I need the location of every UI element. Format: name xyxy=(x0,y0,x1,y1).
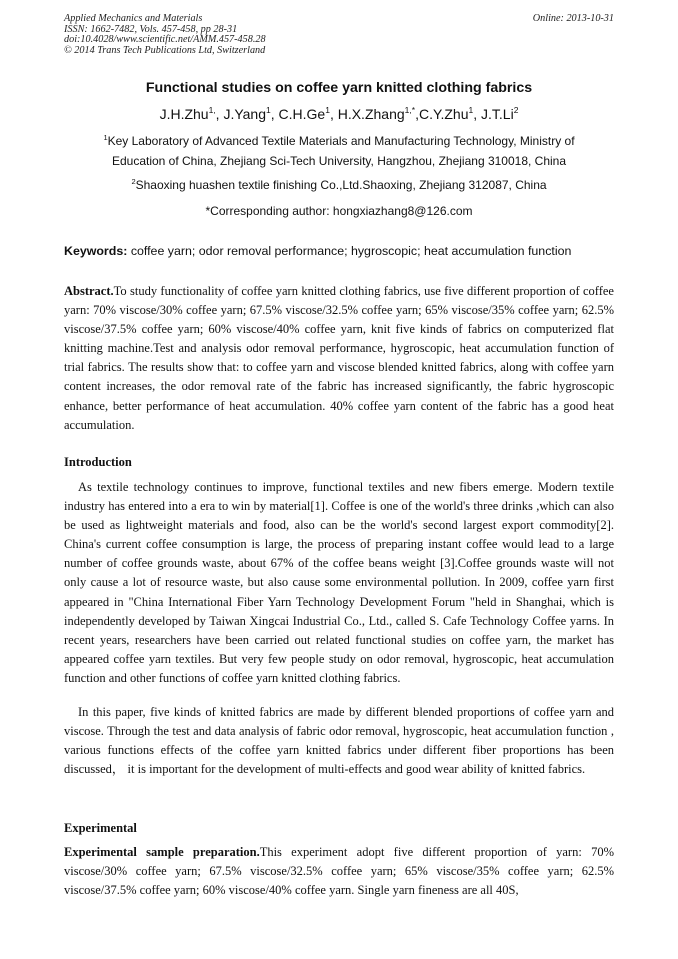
author-name: J.H.Zhu xyxy=(159,106,209,122)
corresponding-author: *Corresponding author: hongxiazhang8@126.com xyxy=(205,204,473,218)
affiliation-line: Education of China, Zhejiang Sci-Tech University, Hangzhou, Zhejiang 310018, China xyxy=(111,154,567,168)
journal-name: Applied Mechanics and Materials xyxy=(64,13,203,24)
affiliation-mark: 1 xyxy=(103,133,108,142)
keywords xyxy=(64,242,614,260)
author-affil-mark: 1 xyxy=(266,105,271,115)
journal-header xyxy=(64,14,266,56)
author-name: H.X.Zhang xyxy=(337,106,405,122)
author-affil-mark: 1, xyxy=(208,105,216,115)
abstract-text: To study functionality of coffee yarn knitted clothing fabrics, use five different proportion of coffee yarn: 70% viscose/30% coffee yarn; 67.5% viscose/32.5% coffee yarn; 65% viscose/35% coffee yarn; 62.5% viscose/37.5% coffee yarn; 60% viscose/40% coffee yarn, knit five kinds of fabrics on computerized flat knitting machine.Test and analysis odor removal performance, hygroscopic, heat accumulation function of trial fabrics. The results show that: to coffee yarn and viscose blended knitted fabrics, along with coffee yarn content increases, the odor removal rate of the fabric has increased significantly, the fabric hygroscopic enhance, better performance of heat accumulation. 40% coffee yarn content of the fabric has a good heat accumulation. xyxy=(64,284,614,432)
author-name: C.H.Ge xyxy=(278,106,326,122)
journal-copyright: © 2014 Trans Tech Publications Ltd, Switzerland xyxy=(64,44,266,56)
author-name: J.T.Li xyxy=(481,106,514,122)
paper-title: Functional studies on coffee yarn knitted clothing fabrics xyxy=(145,80,533,96)
journal-doi: doi:10.4028/www.scientific.net/AMM.457-458.28 xyxy=(64,34,266,46)
author-list: J.H.Zhu$^{1,}$, J.Yang$^1$, C.H.Ge$^1$, H.X.Zhang$^{1,*}$,C.Y.Zhu$^1$, J.T.Li$^2$ xyxy=(159,105,519,122)
online-date: Online: 2013-10-31 xyxy=(532,13,614,24)
experimental-heading: Experimental xyxy=(64,821,137,835)
journal-issn: ISSN: 1662-7482, Vols. 457-458, pp 28-31 xyxy=(64,23,238,35)
affiliation-line: Shaoxing huashen textile finishing Co.,Ltd.Shaoxing, Zhejiang 312087, China xyxy=(135,178,547,192)
experimental-text: This experiment adopt five different proportion of yarn: 70% viscose/30% coffee yarn; 67.5% viscose/32.5% coffee yarn; 65% viscose/35% coffee yarn; 62.5% viscose/37.5% coffee yarn; 60% viscose/40% coffee yarn. Single yarn fineness are all 40S, xyxy=(64,845,614,898)
affiliation-1 xyxy=(0,131,678,171)
affiliation-mark: 2 xyxy=(131,177,136,186)
keywords-label: Keywords: xyxy=(64,244,128,258)
experimental-subheading: Experimental sample preparation. xyxy=(64,845,260,859)
affiliation-2 xyxy=(0,175,678,195)
abstract-label: Abstract. xyxy=(64,284,114,298)
author-affil-mark: 1 xyxy=(468,105,474,115)
introduction-paragraph-1: As textile technology continues to improve, functional textiles and new fibers emerge. Modern textile industry has entered into a era to win by material[1]. Coffee is one of the world's three drinks ,which can also be used as lightweight materials and food, also can be the world's second largest export commodity[2]. China's current coffee consumption is large, the process of preparing instant coffee would lead to a large number of coffee grounds waste, about 67% of the coffee beans weight [3].Coffee grounds waste will not only cause a lot of resource waste, but also cause some environmental pollution. In 2009, coffee yarn first appeared in "China International Fiber Yarn Technology Development Forum "held in Shanghai, which is independently developed by Taiwan Xingcai Industrial Co., Ltd., called S. Cafe Technology Coffee yarns. In recent years, researchers have been carried out related functional studies on coffee yarn, the market has appeared coffee yarn textiles. But very few people study on odor removal, hygroscopic, heat accumulation function and other functions of coffee yarn knitted clothing fabrics. xyxy=(64,480,614,685)
affiliation-line: Key Laboratory of Advanced Textile Materials and Manufacturing Technology, Ministry of xyxy=(107,134,575,148)
introduction-paragraph-2: In this paper, five kinds of knitted fabrics are made by different blended proportions of coffee yarn and viscose. Through the test and data analysis of fabric odor removal, hygroscopic, heat accumulation function , various functions effects of the coffee yarn knitted fabrics under different fiber proportions has been discussed， it is important for the development of multi-effects and good wear ability of knitted fabrics. xyxy=(64,705,614,777)
author-affil-mark: 1,* xyxy=(404,105,416,115)
author-name: J.Yang xyxy=(223,106,266,122)
author-name: C.Y.Zhu xyxy=(418,106,469,122)
author-affil-mark: 1 xyxy=(325,105,330,115)
introduction-heading: Introduction xyxy=(64,455,132,469)
keywords-text: coffee yarn; odor removal performance; hygroscopic; heat accumulation function xyxy=(130,244,572,258)
experimental-paragraph-1 xyxy=(64,843,614,900)
author-affil-mark: 2 xyxy=(513,105,519,115)
abstract xyxy=(64,282,614,435)
